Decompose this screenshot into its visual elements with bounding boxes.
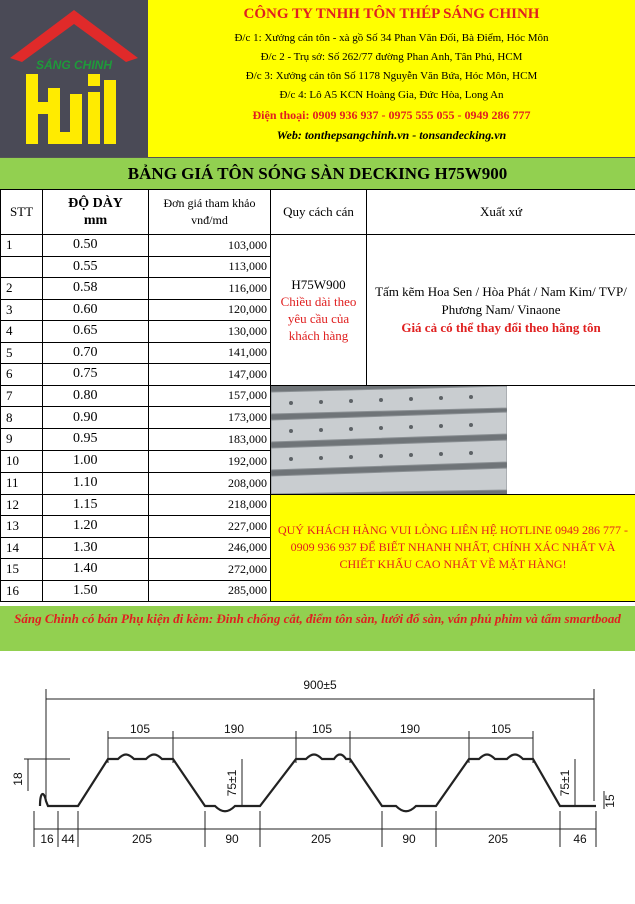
row-stt: 13 xyxy=(1,516,43,538)
row-stt: 10 xyxy=(1,450,43,472)
bottom-width-6: 90 xyxy=(402,832,416,846)
address-2: Đ/c 2 - Trụ sở: Số 262/77 đường Phan Anh, Tân Phú, HCM xyxy=(260,51,523,63)
row-thickness: 0.90 xyxy=(43,407,149,429)
row-price: 285,000 xyxy=(149,580,271,602)
header-spec: Quy cách cán xyxy=(271,190,367,235)
row-stt: 14 xyxy=(1,537,43,559)
row-thickness: 1.20 xyxy=(43,516,149,538)
row-thickness: 1.15 xyxy=(43,494,149,516)
row-price: 218,000 xyxy=(149,494,271,516)
top-width-5: 105 xyxy=(490,722,512,736)
top-width-2: 190 xyxy=(223,722,245,736)
bottom-width-8: 46 xyxy=(573,832,587,846)
header-origin: Xuất xứ xyxy=(367,190,635,235)
spec-code: H75W900 xyxy=(291,276,346,292)
depth-right-label: 75±1 xyxy=(558,769,572,797)
logo-hci-monogram-icon xyxy=(26,74,122,146)
row-stt: 15 xyxy=(1,559,43,581)
company-logo xyxy=(0,0,148,157)
top-width-1: 105 xyxy=(129,722,151,736)
price-table xyxy=(0,189,635,602)
header-thickness xyxy=(43,190,149,235)
address-1: Đ/c 1: Xưởng cán tôn - xà gồ Số 34 Phan Văn Đối, Bà Điểm, Hóc Môn xyxy=(234,32,549,44)
bottom-width-4: 90 xyxy=(225,832,239,846)
row-thickness: 0.60 xyxy=(43,299,149,321)
company-info xyxy=(148,0,635,157)
row-price: 147,000 xyxy=(149,364,271,386)
row-price: 246,000 xyxy=(149,537,271,559)
row-price: 227,000 xyxy=(149,516,271,538)
row-stt: 8 xyxy=(1,407,43,429)
row-stt: 7 xyxy=(1,385,43,407)
profile-drawing xyxy=(0,651,635,904)
header-thickness-unit: mm xyxy=(83,213,108,228)
rib-height-label: 18 xyxy=(11,772,25,786)
header-price-unit: vnđ/md xyxy=(191,213,228,227)
header-stt: STT xyxy=(1,190,43,235)
deck-profile-line xyxy=(40,755,596,812)
row-price: 113,000 xyxy=(149,256,271,278)
row-price: 120,000 xyxy=(149,299,271,321)
origin-brands: Tấm kẽm Hoa Sen / Hòa Phát / Nam Kim/ TVP/ Phương Nam/ Vinaone xyxy=(375,283,627,317)
spec-cell xyxy=(271,235,367,386)
row-stt: 16 xyxy=(1,580,43,602)
row-price: 272,000 xyxy=(149,559,271,581)
row-price: 208,000 xyxy=(149,472,271,494)
header xyxy=(0,0,635,157)
overall-width-label: 900±5 xyxy=(303,678,337,692)
header-thickness-label: ĐỘ DÀY xyxy=(68,196,123,211)
logo-brand-text: SÁNG CHINH xyxy=(35,58,112,72)
table-row xyxy=(1,385,635,407)
row-thickness: 0.70 xyxy=(43,342,149,364)
page-title: BẢNG GIÁ TÔN SÓNG SÀN DECKING H75W900 xyxy=(0,157,635,189)
row-thickness: 1.10 xyxy=(43,472,149,494)
table-header-row xyxy=(1,190,635,235)
bottom-width-2: 44 xyxy=(61,832,75,846)
row-thickness: 1.40 xyxy=(43,559,149,581)
row-stt: 3 xyxy=(1,299,43,321)
header-price xyxy=(149,190,271,235)
table-row xyxy=(1,235,635,257)
bottom-width-7: 205 xyxy=(487,832,509,846)
table-row xyxy=(1,494,635,516)
top-width-3: 105 xyxy=(311,722,333,736)
header-price-label: Đơn giá tham khảo xyxy=(163,196,256,210)
deck-sheet-photo-image xyxy=(271,386,507,494)
row-thickness: 1.00 xyxy=(43,450,149,472)
origin-cell xyxy=(367,235,635,386)
bottom-width-3: 205 xyxy=(131,832,153,846)
row-price: 183,000 xyxy=(149,429,271,451)
depth-left-label: 75±1 xyxy=(225,769,239,797)
row-stt: 4 xyxy=(1,321,43,343)
row-thickness: 0.65 xyxy=(43,321,149,343)
company-name: CÔNG TY TNHH TÔN THÉP SÁNG CHINH xyxy=(243,6,540,22)
row-price: 116,000 xyxy=(149,278,271,300)
top-width-4: 190 xyxy=(399,722,421,736)
row-price: 141,000 xyxy=(149,342,271,364)
row-thickness: 1.30 xyxy=(43,537,149,559)
row-price: 192,000 xyxy=(149,450,271,472)
row-price: 173,000 xyxy=(149,407,271,429)
row-stt xyxy=(1,256,43,278)
row-stt: 5 xyxy=(1,342,43,364)
accessories-note: Sáng Chinh có bán Phụ kiện đi kèm: Đinh chống cắt, điểm tôn sàn, lưới đổ sàn, ván phủ phim và tấm smartboad xyxy=(0,606,635,651)
row-thickness: 0.80 xyxy=(43,385,149,407)
row-stt: 12 xyxy=(1,494,43,516)
bottom-width-1: 16 xyxy=(40,832,54,846)
row-stt: 11 xyxy=(1,472,43,494)
product-photo xyxy=(271,385,367,494)
website-links[interactable]: Web: tonthepsangchinh.vn - tonsandecking.vn xyxy=(276,128,507,142)
row-price: 103,000 xyxy=(149,235,271,257)
address-4: Đ/c 4: Lô A5 KCN Hoàng Gia, Đức Hòa, Long An xyxy=(279,89,504,101)
row-thickness: 0.75 xyxy=(43,364,149,386)
spec-length-note: Chiều dài theo yêu cầu của khách hàng xyxy=(280,293,357,343)
origin-price-note: Giá cả có thể thay đổi theo hãng tôn xyxy=(401,319,601,335)
hotline-notice: QUÝ KHÁCH HÀNG VUI LÒNG LIÊN HỆ HOTLINE 0949 286 777 - 0909 936 937 ĐỂ BIẾT NHANH NHẤT, CHÍNH XÁC NHẤT VÀ CHIẾT KHẤU CAO NHẤT VỀ MẶT HÀNG! xyxy=(271,494,635,602)
row-price: 157,000 xyxy=(149,385,271,407)
house-roof-icon xyxy=(10,10,138,62)
row-thickness: 0.58 xyxy=(43,278,149,300)
row-thickness: 0.55 xyxy=(43,256,149,278)
phone-numbers: Điện thoại: 0909 936 937 - 0975 555 055 - 0949 286 777 xyxy=(252,108,531,122)
bottom-width-5: 205 xyxy=(310,832,332,846)
row-stt: 2 xyxy=(1,278,43,300)
row-stt: 1 xyxy=(1,235,43,257)
row-thickness: 0.50 xyxy=(43,235,149,257)
row-price: 130,000 xyxy=(149,321,271,343)
row-thickness: 1.50 xyxy=(43,580,149,602)
address-3: Đ/c 3: Xưởng cán tôn Số 1178 Nguyễn Văn Bứa, Hóc Môn, HCM xyxy=(245,70,538,82)
edge-label: 15 xyxy=(603,794,617,808)
row-thickness: 0.95 xyxy=(43,429,149,451)
row-stt: 6 xyxy=(1,364,43,386)
row-stt: 9 xyxy=(1,429,43,451)
